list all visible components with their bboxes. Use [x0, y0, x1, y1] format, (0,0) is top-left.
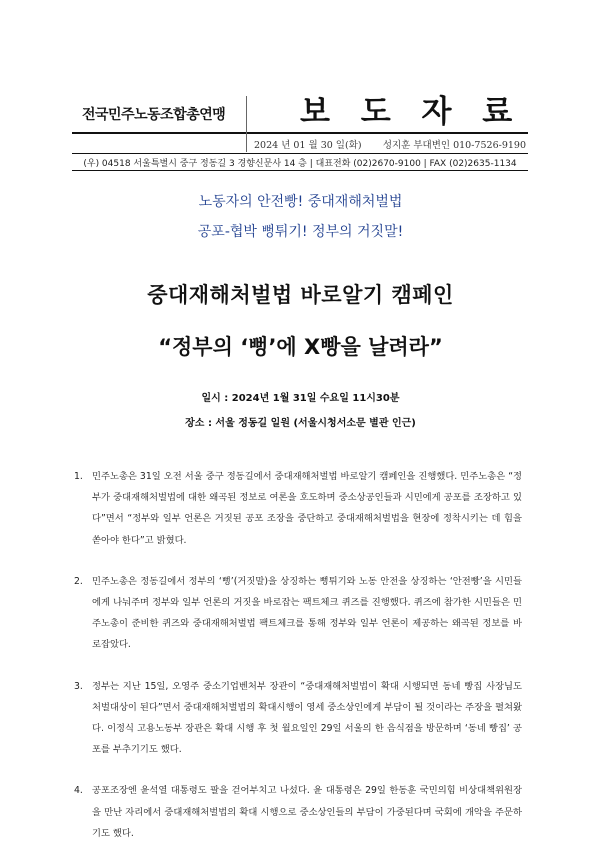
subtitle-1: 노동자의 안전빵! 중대재해처벌법	[198, 194, 403, 210]
item-text: 민주노총은 정동길에서 정부의 ‘뻥’(거짓말)을 상징하는 뻥튀기와 노동 안전을 상징하는 ‘안전빵’을 시민들에게 나눠주며 정부와 일부 언론의 거짓을 바로잡는 팩트체크 퀴즈를 진행했다. 퀴즈에 참가한 시민들은 민주노총이 준비한 퀴즈와 중대재해처벌법 팩트체크를 통해 정부와 일부 언론이 제공하는 왜곡된 정보를 바로잡았다.	[92, 575, 522, 651]
item-text: 민주노총은 31일 오전 서울 중구 정동길에서 중대재해처벌법 바로알기 캠페인을 진행했다. 민주노총은 “정부가 중대재해처벌법에 대한 왜곡된 정보로 여론을 호도하며 중소상공인들과 시민에게 공포를 조장하고 있다”면서 “정부와 일부 언론은 거짓된 공포 조장을 중단하고 중대재해처벌법을 현장에 정착시키는 데 힘을 쏟아야 한다”고 밝혔다.	[92, 471, 522, 546]
header-rule-middle	[72, 153, 528, 154]
item-number: 1.	[74, 471, 83, 482]
organization-name: 전국민주노동조합총연맹	[82, 107, 226, 123]
contact-info: 성지훈 부대변인 010-7526-9190	[382, 140, 526, 151]
press-release-title: 보 도 자 료	[300, 94, 523, 130]
header-rule-top	[72, 132, 528, 134]
item-text: 정부는 지난 15일, 오영주 중소기업벤처부 장관이 “중대재해처벌법이 확대 시행되면 동네 빵집 사장님도 처벌대상이 된다”면서 중대재해처벌법의 확대시행이 영세 중소상인에게 부담이 될 것이라는 주장을 펼쳐왔다. 이정식 고용노동부 장관은 확대 시행 후 첫 월요일인 29일 서울의 한 음식점을 방문하며 ‘동네 빵집’ 공포를 부추기기도 했다.	[92, 680, 522, 756]
list-item	[74, 780, 522, 844]
event-datetime: 일시 : 2024년 1월 31일 수요일 11시30분	[201, 393, 400, 404]
main-title: 중대재해처벌법 바로알기 캠페인	[147, 283, 454, 307]
header-rule-bottom	[72, 170, 528, 171]
item-number: 2.	[74, 575, 83, 587]
body-list	[74, 466, 522, 864]
list-item	[74, 571, 522, 656]
list-item	[74, 676, 522, 761]
subtitle-2: 공포-협박 뻥튀기! 정부의 거짓말!	[197, 224, 404, 240]
item-number: 3.	[74, 680, 83, 692]
header-meta	[254, 137, 526, 151]
header-divider	[246, 96, 247, 152]
main-subtitle: “정부의 ‘뻥’에 X빵을 날려라”	[158, 335, 443, 359]
item-number: 4.	[74, 785, 83, 797]
address-line: (우) 04518 서울특별시 중구 정동길 3 경향신문사 14 층 | 대표전화 (02)2670-9100 | FAX (02)2635-1134	[83, 159, 517, 169]
list-item	[74, 466, 522, 551]
item-text: 공포조장엔 윤석열 대통령도 팔을 걷어부치고 나섰다. 윤 대통령은 29일 한동훈 국민의힘 비상대책위원장을 만난 자리에서 중대재해처벌법의 확대 시행으로 중소상인들의 부담이 가중된다며 국회에 개악을 주문하기도 했다.	[92, 785, 522, 839]
release-date: 2024 년 01 월 30 일(화)	[254, 140, 362, 151]
event-location: 장소 : 서울 정동길 일원 (서울시청서소문 별관 인근)	[185, 418, 416, 429]
